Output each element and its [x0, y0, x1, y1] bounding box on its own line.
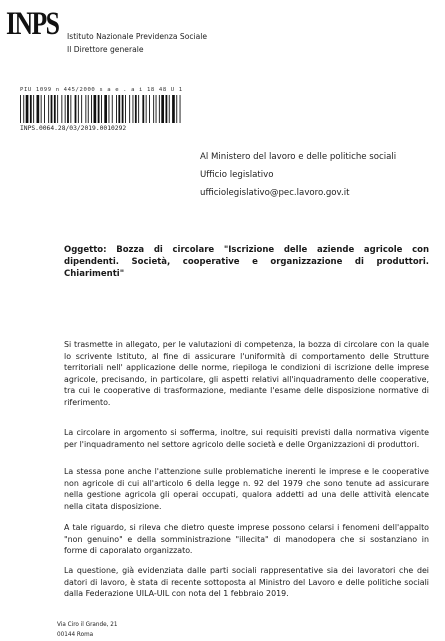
body-paragraph-3: La stessa pone anche l'attenzione sulle problematiche inerenti le imprese e le cooperative non agricole di cui all'articolo 6 della legge n. 92 del 1979 che sono tenute ad assicurare nella gestione agricola gli operai occupati, qualora addetti ad una delle attività elencate nella citata disposizione. — [64, 467, 429, 511]
recipient-email: ufficiolegislativo@pec.lavoro.gov.it — [200, 188, 350, 198]
body-paragraph-4: A tale riguardo, si rileva che dietro queste imprese possono celarsi i fenomeni dell'appalto "non genuino" e della somministrazione "illecita" di manodopera che si sostanziano in forme di caporalato organizzato. — [64, 523, 429, 556]
barcode-caption: PIU 1099 n 445/2000 s a e . a i 18 48 U 1 — [20, 87, 183, 93]
body-paragraph-2: La circolare in argomento si sofferma, inoltre, sui requisiti previsti dalla normativa vigente per l'inquadramento nel settore agricolo delle società e delle Organizzazioni di produttori. — [64, 428, 429, 449]
address-street: Via Ciro il Grande, 21 — [57, 622, 118, 628]
subject-line: Oggetto: Bozza di circolare "Iscrizione delle aziende agricole con dipendenti. Società, cooperative e organizzazione di produttori. Chiarimenti" — [64, 245, 429, 279]
body-paragraph-1: Si trasmette in allegato, per le valutazioni di competenza, la bozza di circolare con la quale lo scrivente Istituto, al fine di assicurare l'uniformità di comportamento delle Strutture territoriali nell' applicazione delle norme, riepiloga le condizioni di iscrizione delle imprese agricole, precisando, in particolare, gli aspetti relativi all'inquadramento delle cooperative, tra cui le cooperative di trasformazione, mediante l'esame delle disposizione normative di riferimento. — [64, 340, 429, 407]
protocol-number: INPS.0064.28/03/2019.0010292 — [20, 125, 127, 132]
institute-name: Istituto Nazionale Previdenza Sociale — [67, 32, 208, 41]
recipient-ministry: Al Ministero del lavoro e delle politiche sociali — [200, 152, 397, 162]
body-paragraph-5: La questione, già evidenziata dalle parti sociali rappresentative sia dei lavoratori che dei datori di lavoro, è stata di recente sottoposta al Ministro del Lavoro e delle politiche sociali dalla Federazione UILA-UIL con nota del 1 febbraio 2019. — [64, 566, 429, 599]
recipient-office: Ufficio legislativo — [200, 170, 274, 180]
address-city: 00144 Roma — [57, 632, 94, 638]
inps-logo: INPS — [6, 6, 59, 42]
protocol-barcode — [20, 95, 183, 123]
office-title: Il Direttore generale — [67, 45, 144, 54]
